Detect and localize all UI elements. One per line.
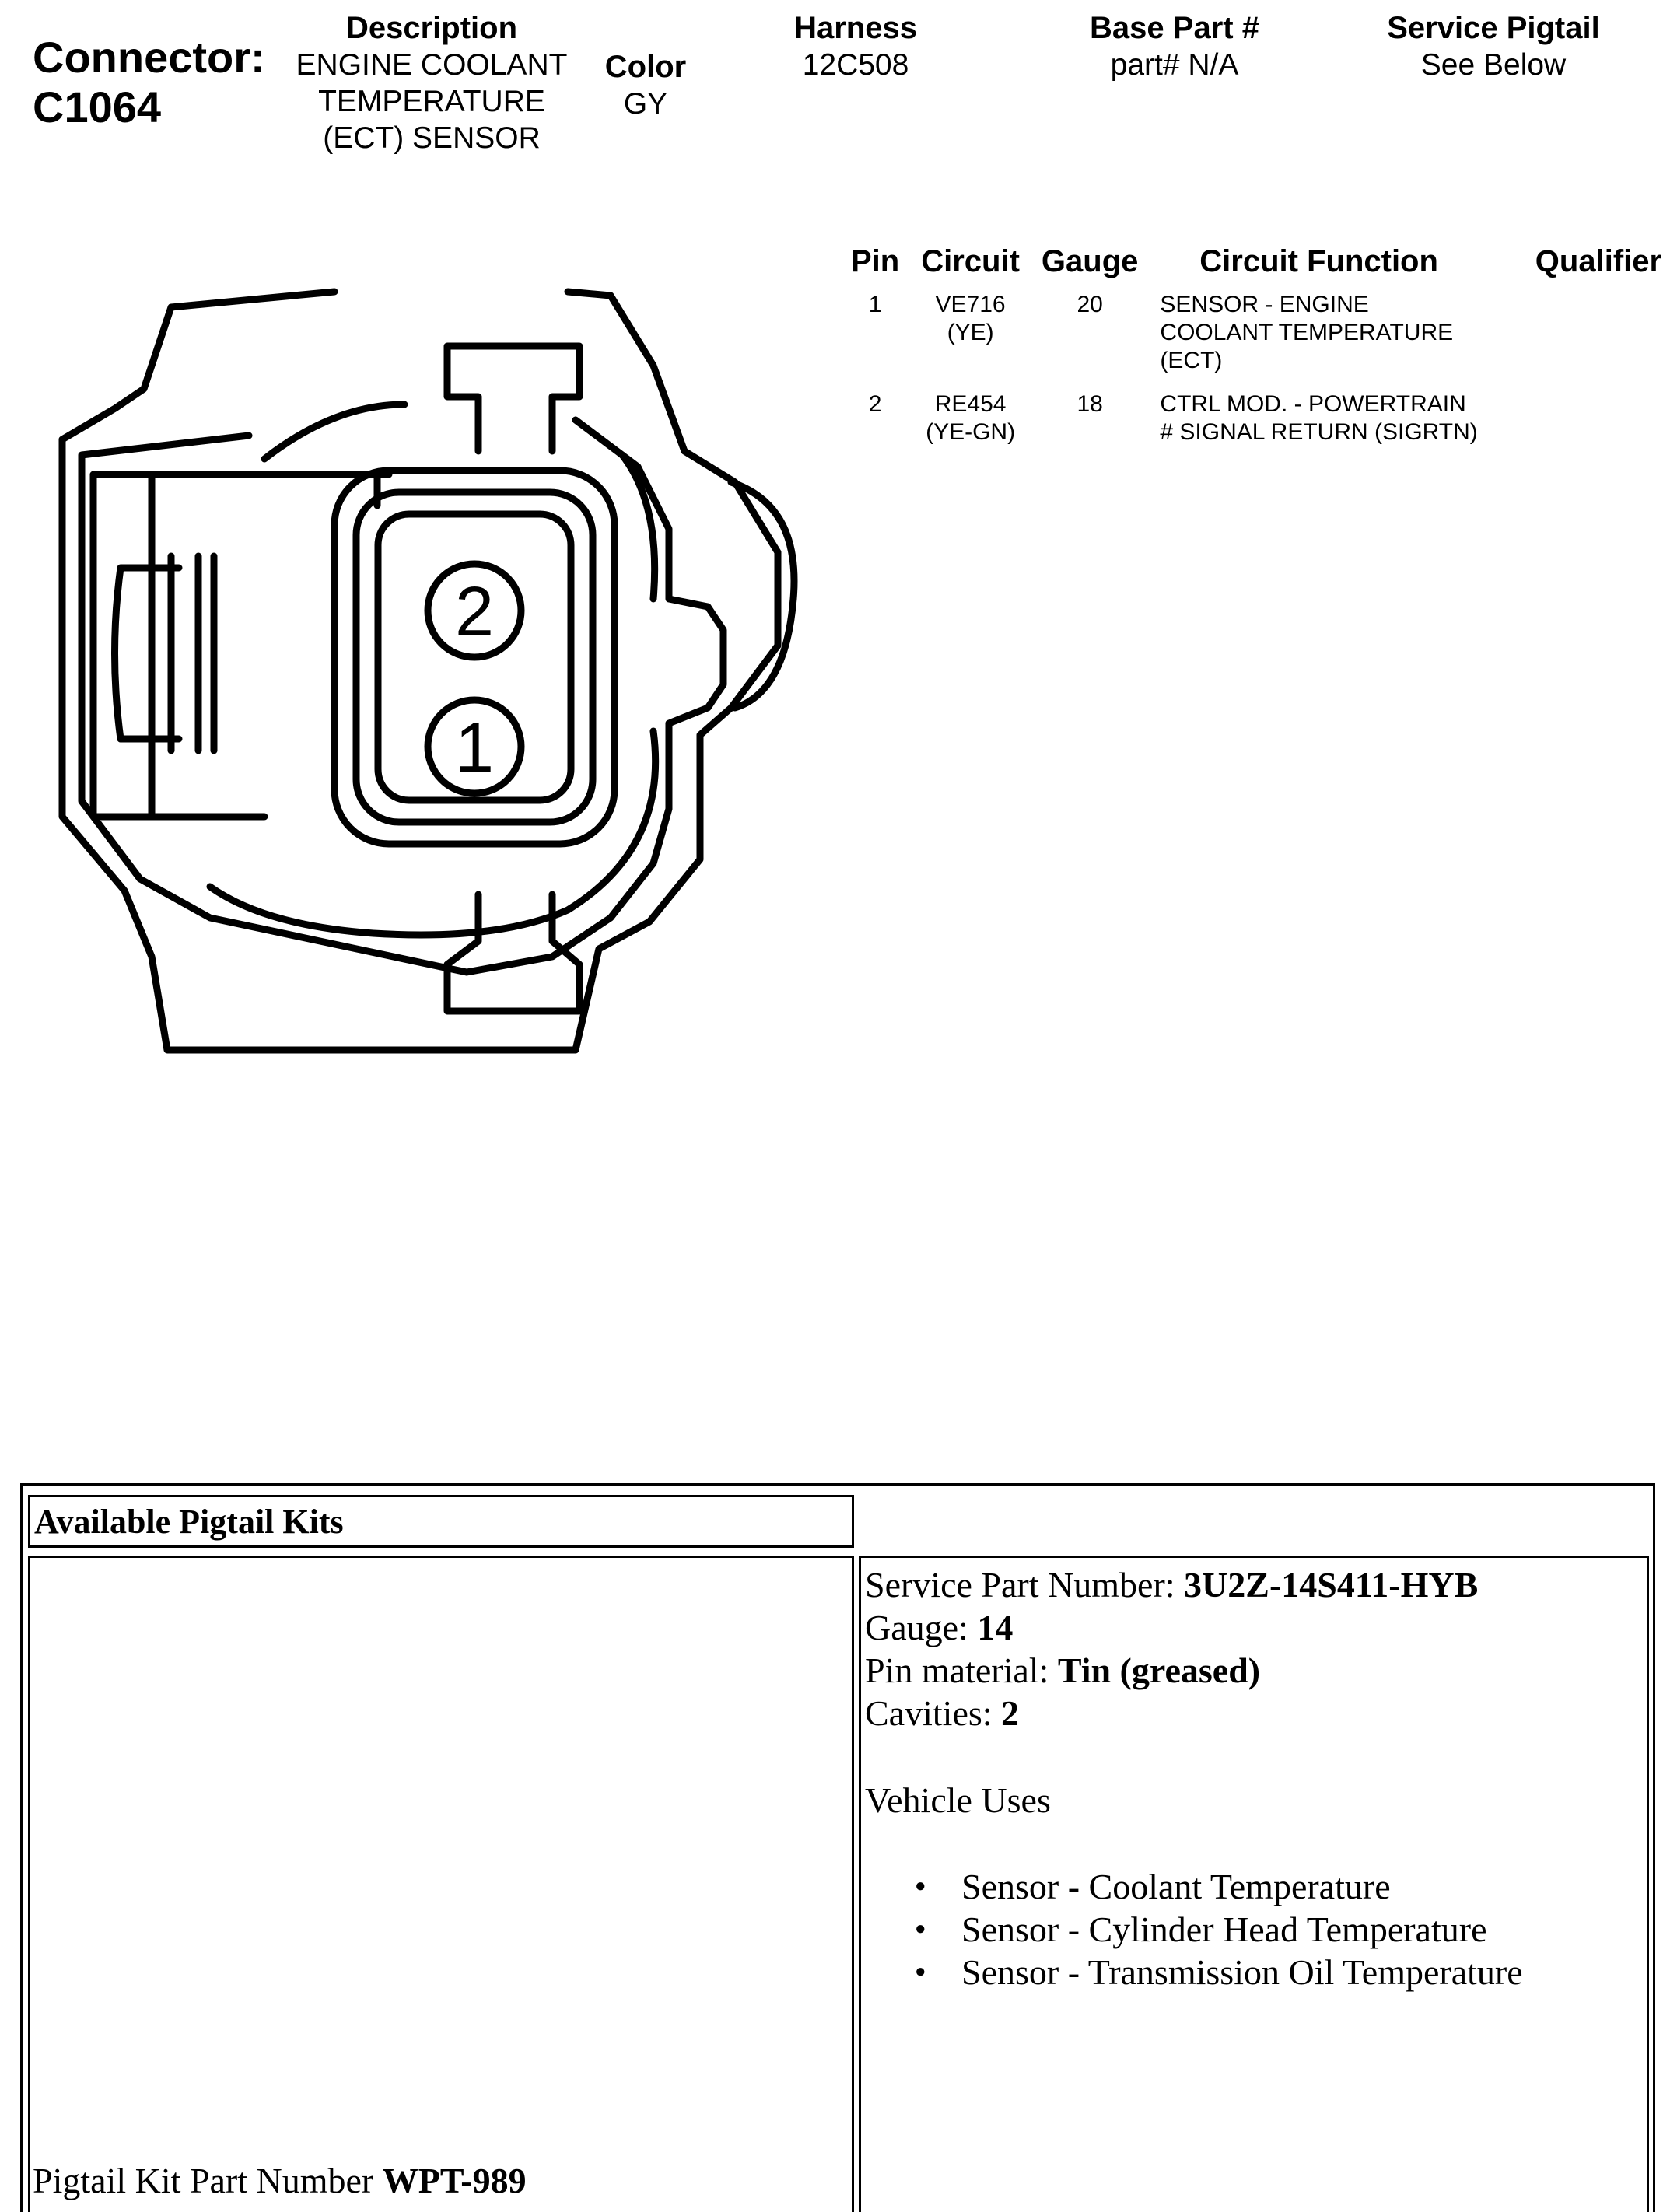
base-part-label: Base Part #	[1090, 11, 1259, 45]
gauge-value: 14	[977, 1608, 1014, 1647]
pin-material-value: Tin (greased)	[1057, 1650, 1261, 1690]
list-item: ● Sensor - Transmission Oil Temperature	[915, 1951, 1523, 1993]
connector-inner-shell	[82, 420, 723, 972]
table-row	[840, 291, 1672, 390]
cavities-value: 2	[1001, 1693, 1020, 1733]
harness-label: Harness	[794, 11, 917, 45]
color-block	[591, 48, 700, 122]
gauge-cell: 20	[1077, 292, 1103, 317]
pin-cell: 1	[868, 292, 882, 317]
vehicle-uses-list	[915, 1865, 1523, 1993]
list-item: ● Sensor - Coolant Temperature	[915, 1865, 1523, 1908]
connector-inner-ring	[210, 404, 656, 935]
service-part-value: 3U2Z-14S411-HYB	[1184, 1565, 1479, 1605]
gauge-cell: 18	[1077, 391, 1103, 417]
table-row	[840, 390, 1672, 462]
function-line: # SIGNAL RETURN (SIGRTN)	[1160, 419, 1478, 445]
pin-cell: 2	[868, 391, 882, 417]
qualifier-header: Qualifier	[1535, 244, 1662, 278]
base-part-value: part# N/A	[1110, 48, 1239, 82]
circuit-color: (YE)	[947, 320, 994, 345]
connector-face-diagram	[31, 272, 809, 1081]
function-line: (ECT)	[1160, 348, 1223, 373]
function-line: SENSOR - ENGINE	[1160, 292, 1369, 317]
color-label: Color	[604, 50, 687, 84]
gauge-line	[865, 1606, 1478, 1649]
gauge-label: Gauge:	[865, 1608, 978, 1647]
circuit-function-header: Circuit Function	[1199, 244, 1438, 278]
qualifier-cell	[1489, 390, 1672, 462]
qualifier-cell	[1489, 291, 1672, 390]
connector-title	[33, 33, 265, 132]
circuit-id: RE454	[934, 391, 1007, 417]
service-part-label: Service Part Number:	[865, 1565, 1185, 1605]
service-pigtail-label: Service Pigtail	[1387, 11, 1600, 45]
top-latch	[447, 346, 579, 451]
circuit-color: (YE-GN)	[926, 419, 1016, 445]
circuit-cell	[910, 291, 1031, 390]
kit-part-number	[33, 2159, 527, 2203]
description-block	[280, 9, 583, 156]
pin-1-label: 1	[454, 709, 495, 787]
description-line-1: ENGINE COOLANT	[296, 48, 568, 82]
circuit-header: Circuit	[921, 244, 1020, 278]
function-cell	[1149, 390, 1488, 462]
pin-material-label: Pin material:	[865, 1650, 1058, 1690]
pin-table	[840, 243, 1672, 462]
circuit-cell	[910, 390, 1031, 462]
kit-part-label: Pigtail Kit Part Number	[33, 2161, 383, 2200]
pin-table-header-row	[840, 243, 1672, 291]
service-pigtail-block	[1353, 9, 1633, 83]
pin-2-label: 2	[454, 573, 495, 651]
connector-id: C1064	[33, 82, 162, 131]
base-part-block	[1066, 9, 1283, 83]
connector-label: Connector:	[33, 33, 265, 82]
harness-value: 12C508	[802, 48, 909, 82]
list-item: ● Sensor - Cylinder Head Temperature	[915, 1908, 1523, 1951]
harness-block	[770, 9, 941, 83]
pin-material-line	[865, 1649, 1478, 1692]
connector-side-bumper	[731, 482, 794, 708]
description-line-2: TEMPERATURE	[318, 85, 545, 118]
left-lock-body	[93, 474, 264, 817]
kits-header: Available Pigtail Kits	[34, 1503, 344, 1541]
gauge-header: Gauge	[1041, 244, 1139, 278]
function-line: COOLANT TEMPERATURE	[1160, 320, 1454, 345]
kit-image-cell	[28, 1556, 854, 2212]
vehicle-uses-title: Vehicle Uses	[865, 1780, 1051, 1820]
kit-part-value: WPT-989	[382, 2161, 527, 2200]
cavities-line	[865, 1692, 1478, 1734]
function-cell	[1149, 291, 1488, 390]
circuit-id: VE716	[935, 292, 1006, 317]
pin-header: Pin	[851, 244, 900, 278]
description-label: Description	[345, 11, 518, 45]
color-value: GY	[623, 87, 668, 121]
function-line: CTRL MOD. - POWERTRAIN	[1160, 391, 1466, 417]
service-part-line	[865, 1563, 1478, 1606]
kit-specs	[865, 1563, 1478, 1734]
service-pigtail-value: See Below	[1420, 48, 1567, 82]
cavities-label: Cavities:	[865, 1693, 1002, 1733]
description-line-3: (ECT) SENSOR	[323, 121, 541, 155]
